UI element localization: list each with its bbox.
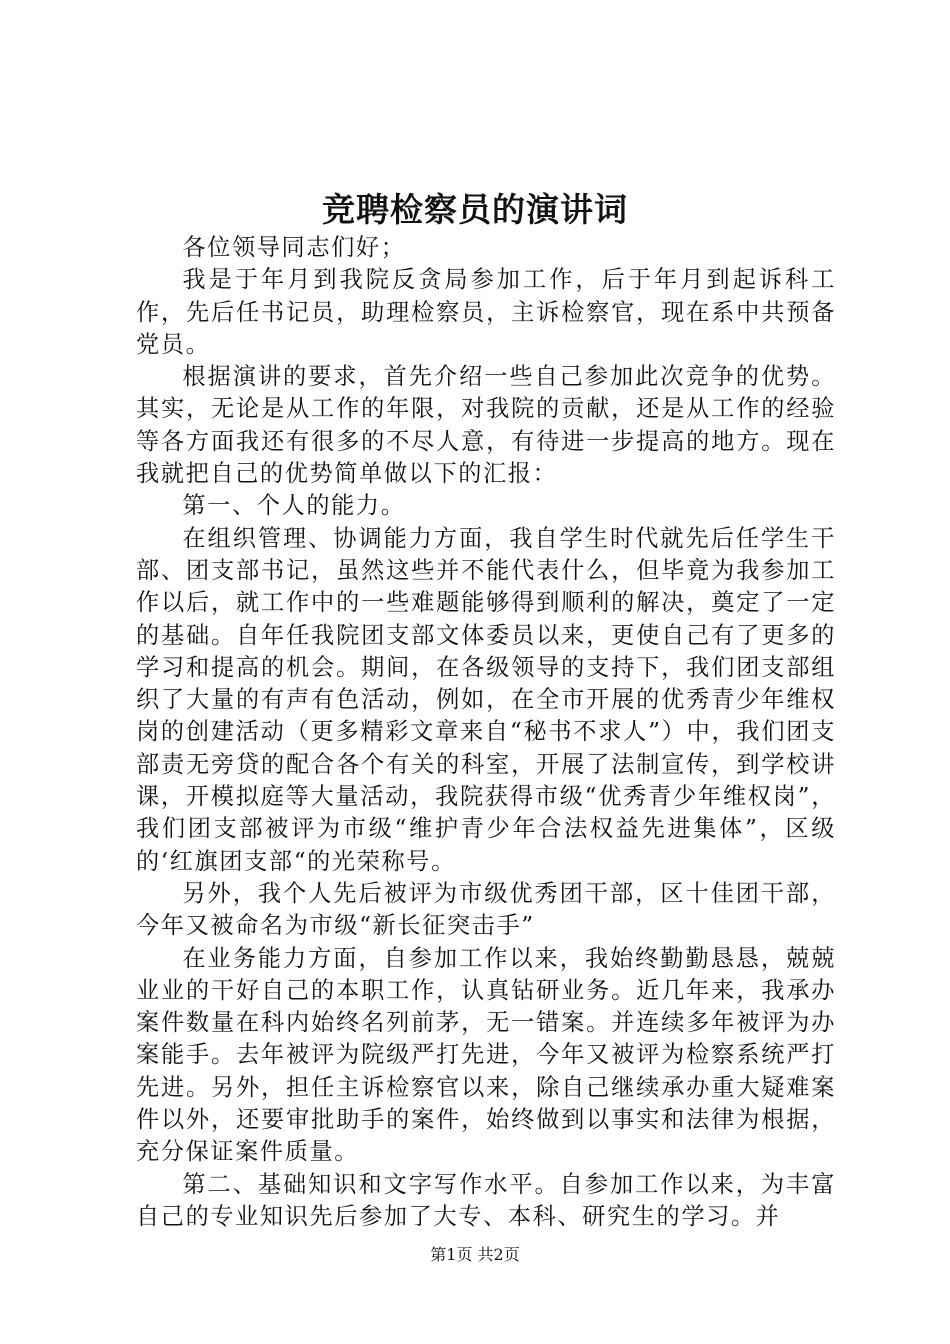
document-title: 竞聘检察员的演讲词 xyxy=(322,190,628,229)
paragraph-greeting: 各位领导同志们好； xyxy=(182,234,406,261)
document-body xyxy=(136,232,836,1233)
page-number-footer: 第1页 共2页 xyxy=(430,1245,520,1264)
paragraph-business-ability: 在业务能力方面，自参加工作以来，我始终勤勤恳恳，兢兢业业的干好自己的本职工作，认真钻研业务。近几年来，我承办案件数量在科内始终名列前茅，无一错案。并连续多年被评为办案能手。去年被评为院级严打先进，今年又被评为检察系统严打先进。另外，担任主诉检察官以来，除自己继续承办重大疑难案件以外，还要审批助手的案件，始终做到以事实和法律为根据，充分保证案件质量。 xyxy=(136,944,836,1166)
paragraph-personal-honors: 另外，我个人先后被评为市级优秀团干部，区十佳团干部，今年又被命名为市级“新长征突击手” xyxy=(136,879,836,940)
paragraph-work-history: 我是于年月到我院反贪局参加工作，后于年月到起诉科工作，先后任书记员，助理检察员，主诉检察官，现在系中共预备党员。 xyxy=(136,266,836,358)
paragraph-organizational-ability: 在组织管理、协调能力方面，我自学生时代就先后任学生干部、团支部书记，虽然这些并不能代表什么，但毕竟为我参加工作以后，就工作中的一些难题能够得到顺利的解决，奠定了一定的基础。自年任我院团支部文体委员以来，更使自己有了更多的学习和提高的机会。期间，在各级领导的支持下，我们团支部组织了大量的有声有色活动，例如，在全市开展的优秀青少年维权岗的创建活动（更多精彩文章来自“秘书不求人”）中，我们团支部责无旁贷的配合各个有关的科室，开展了法制宣传，到学校讲课，开模拟庭等大量活动，我院获得市级“优秀青少年维权岗”，我们团支部被评为市级“维护青少年合法权益先进集体”，区级的‘红旗团支部“的光荣称号。 xyxy=(136,524,836,875)
paragraph-advantages-intro: 根据演讲的要求，首先介绍一些自己参加此次竞争的优势。其实，无论是从工作的年限，对我院的贡献，还是从工作的经验等各方面我还有很多的不尽人意，有待进一步提高的地方。现在我就把自己的优势简单做以下的汇报： xyxy=(136,363,836,488)
paragraph-section-one-heading: 第一、个人的能力。 xyxy=(182,492,406,520)
paragraph-section-two: 第二、基础知识和文字写作水平。自参加工作以来，为丰富自己的专业知识先后参加了大专、本科、研究生的学习。并 xyxy=(136,1170,836,1230)
